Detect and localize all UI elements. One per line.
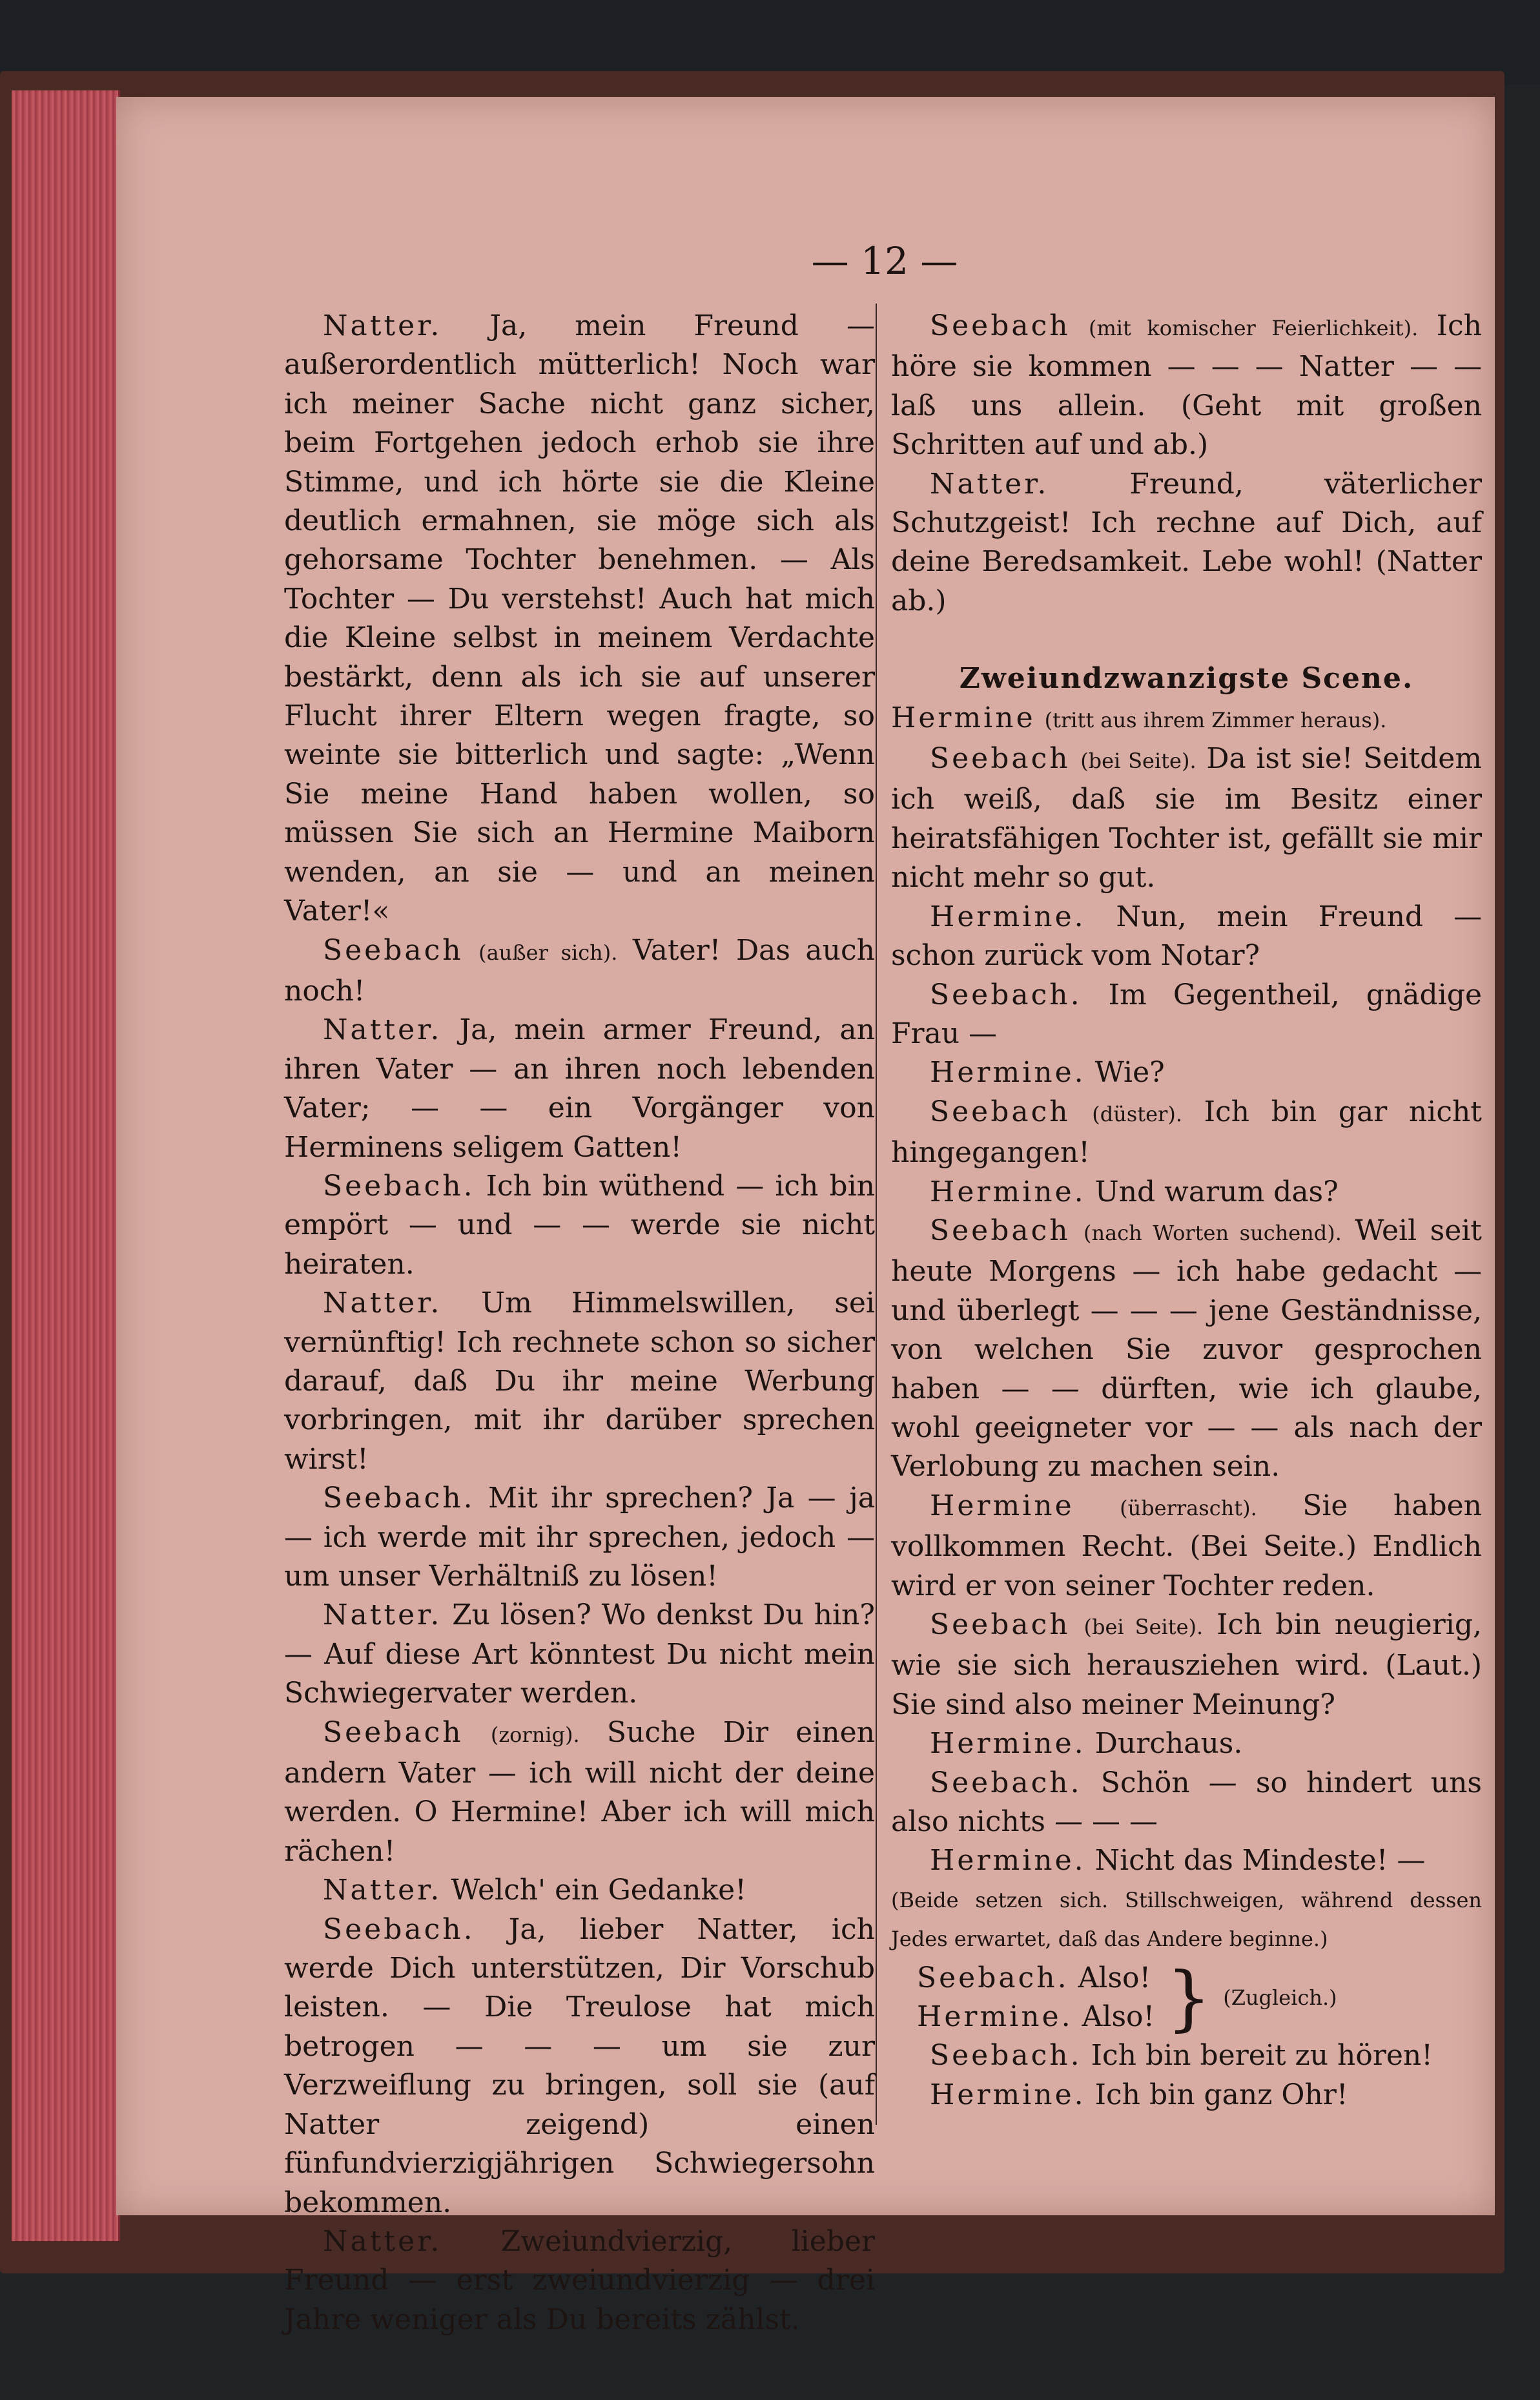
simultaneous-note: (Zugleich.) (1223, 1985, 1337, 2010)
paragraph: Seebach. Mit ihr sprechen? Ja — ja — ich werde mit ihr sprechen, jedoch — um unser Verhältniß zu lösen! (284, 1482, 875, 1593)
paragraph: Seebach (zornig). Suche Dir einen andern Vater — ich will nicht der deine werden. O Hermine! Aber ich will mich rächen! (284, 1715, 875, 1868)
paragraph: Natter. Zweiundvierzig, lieber Freund — erst zweiundvierzig — drei Jahre weniger als Du bereits zählst. (284, 2224, 875, 2336)
paragraph: Seebach. Schön — so hindert uns also nichts — — — (891, 1766, 1482, 1839)
paragraph: Hermine. Wie? (930, 1056, 1165, 1090)
simultaneous-speakers (891, 1959, 1155, 2037)
paragraph: Hermine. Und warum das? (930, 1175, 1339, 1208)
simultaneous-lines (891, 1956, 1482, 2040)
paragraph: Seebach (düster). Ich bin gar nicht hingegangen! (891, 1095, 1482, 1170)
paragraph: Seebach. Ja, lieber Natter, ich werde Dich unterstützen, Dir Vorschub leisten. — Die Treulose hat mich betrogen — — — um sie zur Verzweiflung zu bringen, soll sie (auf Natter zeigend) einen fünfundvierzigjährigen Schwiegersohn bekommen. (284, 1912, 875, 2219)
paragraph: Natter. Zu lösen? Wo denkst Du hin? — Auf diese Art könntest Du nicht mein Schwiegervater werden. (284, 1598, 875, 1710)
left-column (284, 307, 875, 2339)
paragraph: Seebach. Im Gegentheil, gnädige Frau — (891, 978, 1482, 1050)
paragraph: Hermine (überrascht). Sie haben vollkommen Recht. (Bei Seite.) Endlich wird er von seiner Tochter reden. (891, 1489, 1482, 1602)
paragraph: Hermine. Ich bin ganz Ohr! (930, 2078, 1348, 2111)
paragraph: Natter. Um Himmelswillen, sei vernünftig! Ich rechnete schon so sicher darauf, daß Du ihr meine Werbung vorbringen, mit ihr darüber sprechen wirst! (284, 1287, 875, 1476)
paragraph: Seebach (bei Seite). Da ist sie! Seitdem ich weiß, daß sie im Besitz einer heiratsfähigen Tochter ist, gefällt sie mir nicht mehr so gut. (891, 742, 1483, 895)
paragraph: Seebach (außer sich). Vater! Das auch noch! (284, 933, 875, 1008)
paragraph: Natter. Ja, mein Freund — außerordentlich mütterlich! Noch war ich meiner Sache nicht ganz sicher, beim Fortgehen jedoch erhob sie ihre Stimme, und ich hörte sie die Kleine deutlich ermahnen, sie möge sich als gehorsame Tochter benehmen. — Als Tochter — Du verstehst! Auch hat mich die Kleine selbst in meinem Verdachte bestärkt, denn als ich sie auf unserer Flucht ihrer Eltern wegen fragte, so weinte sie bitterlich und sagte: „Wenn Sie meine Hand haben wollen, so müssen Sie sich an Hermine Maiborn wenden, an sie — und an meinen Vater!« (284, 309, 875, 928)
stage-direction: (Beide setzen sich. Stillschweigen, während dessen Jedes erwartet, daß das Andere beginne.) (891, 1887, 1482, 1952)
paragraph: Seebach. Ich bin wüthend — ich bin empört — und — — werde sie nicht heiraten. (284, 1169, 875, 1281)
paragraph: Natter. Welch' ein Gedanke! (323, 1874, 746, 1907)
page-number: — 12 — (811, 239, 958, 283)
simultaneous-line: Hermine. Also! (917, 2000, 1155, 2034)
paragraph: Seebach (bei Seite). Ich bin neugierig, wie sie sich herausziehen wird. (Laut.) Sie sind also meiner Meinung? (891, 1608, 1482, 1721)
simultaneous-line: Seebach. Also! (917, 1961, 1151, 1994)
column-divider (876, 304, 877, 2125)
scene-entry: Hermine (tritt aus ihrem Zimmer heraus). (891, 701, 1387, 734)
paragraph: Hermine. Durchaus. (930, 1727, 1243, 1761)
paragraph: Seebach (mit komischer Feierlichkeit). Ich höre sie kommen — — — Natter — — laß uns allein. (Geht mit großen Schritten auf und ab.) (891, 309, 1482, 462)
paragraph: Natter. Ja, mein armer Freund, an ihren Vater — an ihren noch lebenden Vater; — — ein Vorgänger von Herminens seligem Gatten! (284, 1013, 875, 1164)
scene-title: Zweiundzwanzigste Scene. (959, 662, 1414, 696)
paragraph: Hermine. Nicht das Mindeste! — (930, 1844, 1426, 1878)
right-column (891, 307, 1482, 2115)
page-edges (12, 90, 120, 2241)
paragraph: Seebach (nach Worten suchend). Weil seit heute Morgens — ich habe gedacht — und überlegt — — — jene Geständnisse, von welchen Sie zuvor gesprochen haben — — dürften, wie ich glaube, wohl geeigneter vor — — als nach der Verlobung zu machen sein. (891, 1214, 1482, 1484)
paragraph: Hermine. Nun, mein Freund — schon zurück vom Notar? (891, 900, 1482, 973)
brace-icon: } (1166, 1956, 1212, 2040)
paragraph: Natter. Freund, väterlicher Schutzgeist! Ich rechne auf Dich, auf deine Beredsamkeit. Lebe wohl! (Natter ab.) (891, 467, 1482, 617)
paragraph: Seebach. Ich bin bereit zu hören! (930, 2039, 1433, 2073)
